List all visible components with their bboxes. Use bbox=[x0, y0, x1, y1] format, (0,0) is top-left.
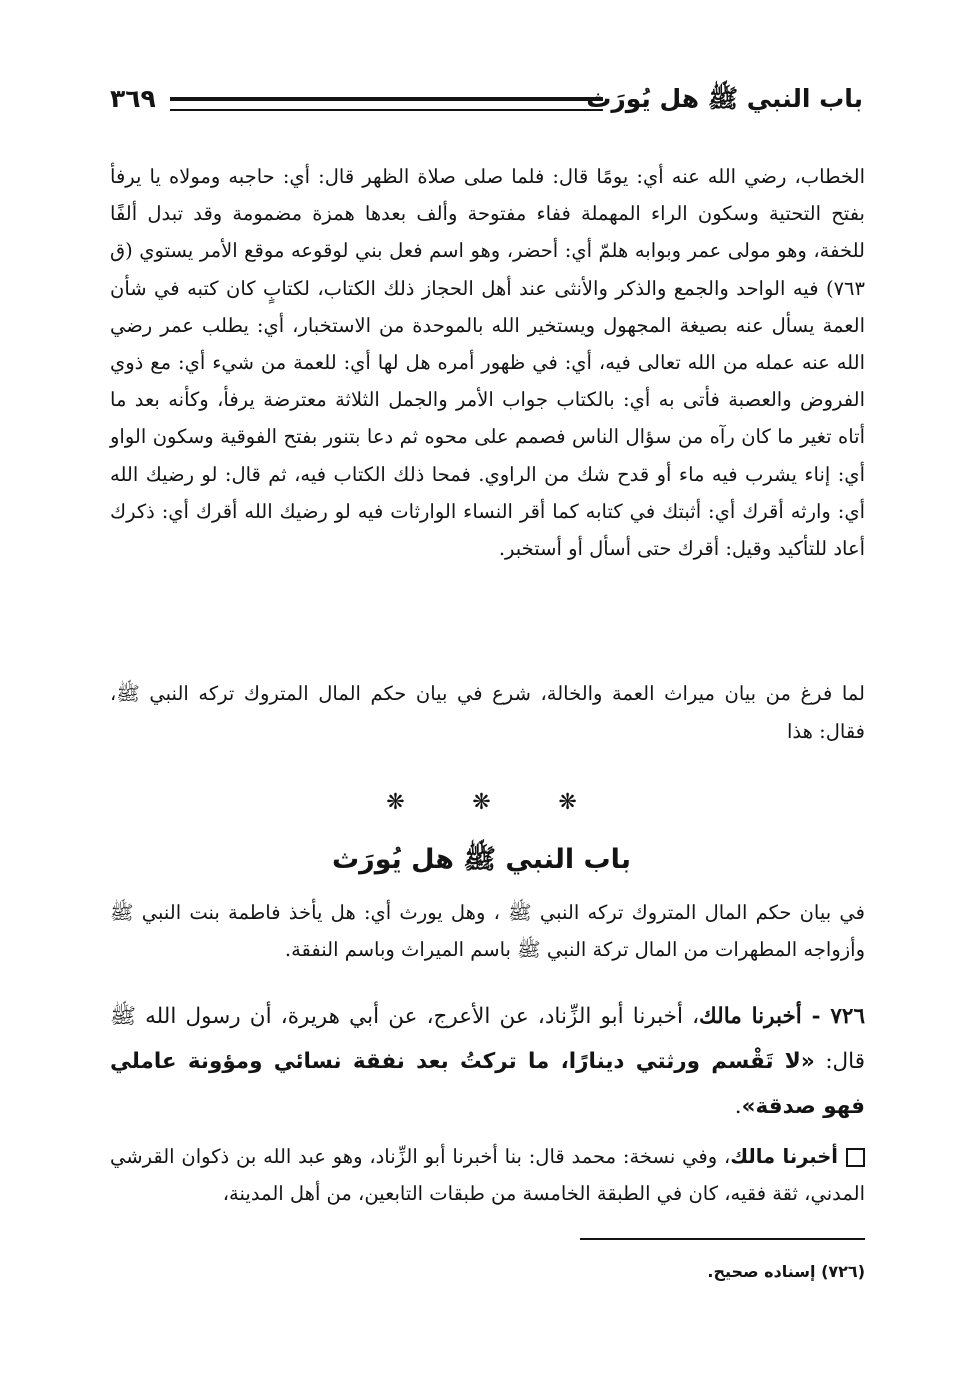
chapter-title: باب النبي ﷺ هل يُورَث bbox=[332, 844, 631, 875]
square-marker-icon bbox=[846, 1148, 865, 1167]
header-rule bbox=[170, 97, 603, 111]
hadith-text bbox=[110, 994, 865, 1129]
chapter-intro: في بيان حكم المال المتروك تركه النبي ﷺ ، وهل يورث أي: هل يأخذ فاطمة بنت النبي ﷺ وأزواجه المطهرات من المال تركة النبي ﷺ باسم الميراث وباسم النفقة. bbox=[110, 901, 865, 961]
explanation-body: ، وفي نسخة: محمد قال: بنا أخبرنا أبو الزِّناد، وهو عبد الله بن ذكوان القرشي المدني، ثقة فقيه، كان في الطبقة الخامسة من طبقات التابعين، من أهل المدينة، bbox=[110, 1145, 865, 1205]
section-separator: ❋ ❋ ❋ bbox=[386, 790, 577, 815]
hadith-chain: ، أخبرنا أبو الزِّناد، عن الأعرج، عن أبي هريرة، أن رسول الله ﷺ قال: bbox=[110, 1004, 866, 1074]
running-title: باب النبي ﷺ هل يُورَث bbox=[586, 84, 863, 113]
footnote-rule bbox=[580, 1238, 865, 1240]
hadith-quote: «لا تَقْسم ورثتي دينارًا، ما تركتُ بعد نفقة نسائي ومؤونة عاملي فهو صدقة» bbox=[110, 1049, 865, 1119]
page-number: ٣٦٩ bbox=[110, 84, 156, 113]
hadith-number: ٧٢٦ - أخبرنا مالك bbox=[699, 1004, 866, 1029]
explanation-lead: أخبرنا مالك bbox=[730, 1145, 838, 1168]
explanation-paragraph bbox=[110, 1138, 865, 1212]
transition-paragraph: لما فرغ من بيان ميراث العمة والخالة، شرع في بيان حكم المال المتروك تركه النبي ﷺ، فقال: هذا bbox=[110, 682, 865, 743]
hadith-end: . bbox=[734, 1094, 742, 1119]
page-header bbox=[110, 82, 863, 118]
footnote: (٧٢٦) إسناده صحيح. bbox=[707, 1262, 865, 1281]
commentary-paragraph: الخطاب، رضي الله عنه أي: يومًا قال: فلما صلى صلاة الظهر قال: أي: حاجبه ومولاه يا يرفأ بفتح التحتية وسكون الراء المهملة ففاء مفتوحة وألف بعدها همزة مضمومة وقد تبدل ألفًا للخفة، وهو مولى عمر وبوابه هلمّ أي: أحضر، وهو اسم فعل بني لوقوعه موقع الأمر يستوي (ق ٧٦٣) فيه الواحد والجمع والذكر والأنثى عند أهل الحجاز ذلك الكتاب، لكتابٍ كان كتبه في شأن العمة يسأل عنه بصيغة المجهول ويستخير الله بالموحدة من الاستخبار، أي: يطلب عمر رضي الله عنه عمله من الله تعالى فيه، أي: في ظهور أمره هل لها أي: للعمة من شيء أي: مع ذوي الفروض والعصبة فأتى به أي: بالكتاب جواب الأمر والجمل الثلاثة معترضة يرفأ، وكأنه بعد ما أتاه تغير ما كان رآه من سؤال الناس فصمم على محوه ثم دعا بتنور بفتح الفوقية وسكون الواو أي: إناء يشرب فيه ماء أو قدح شك من الراوي. فمحا ذلك الكتاب فيه، ثم قال: لو رضيك الله أي: وارثه أقرك أي: أثبتك في كتابه كما أقر النساء الوارثات فيه لو رضيك الله أقرك أي: ذكرك أعاد للتأكيد وقيل: أقرك حتى أسأل أو أستخبر. bbox=[110, 165, 865, 561]
